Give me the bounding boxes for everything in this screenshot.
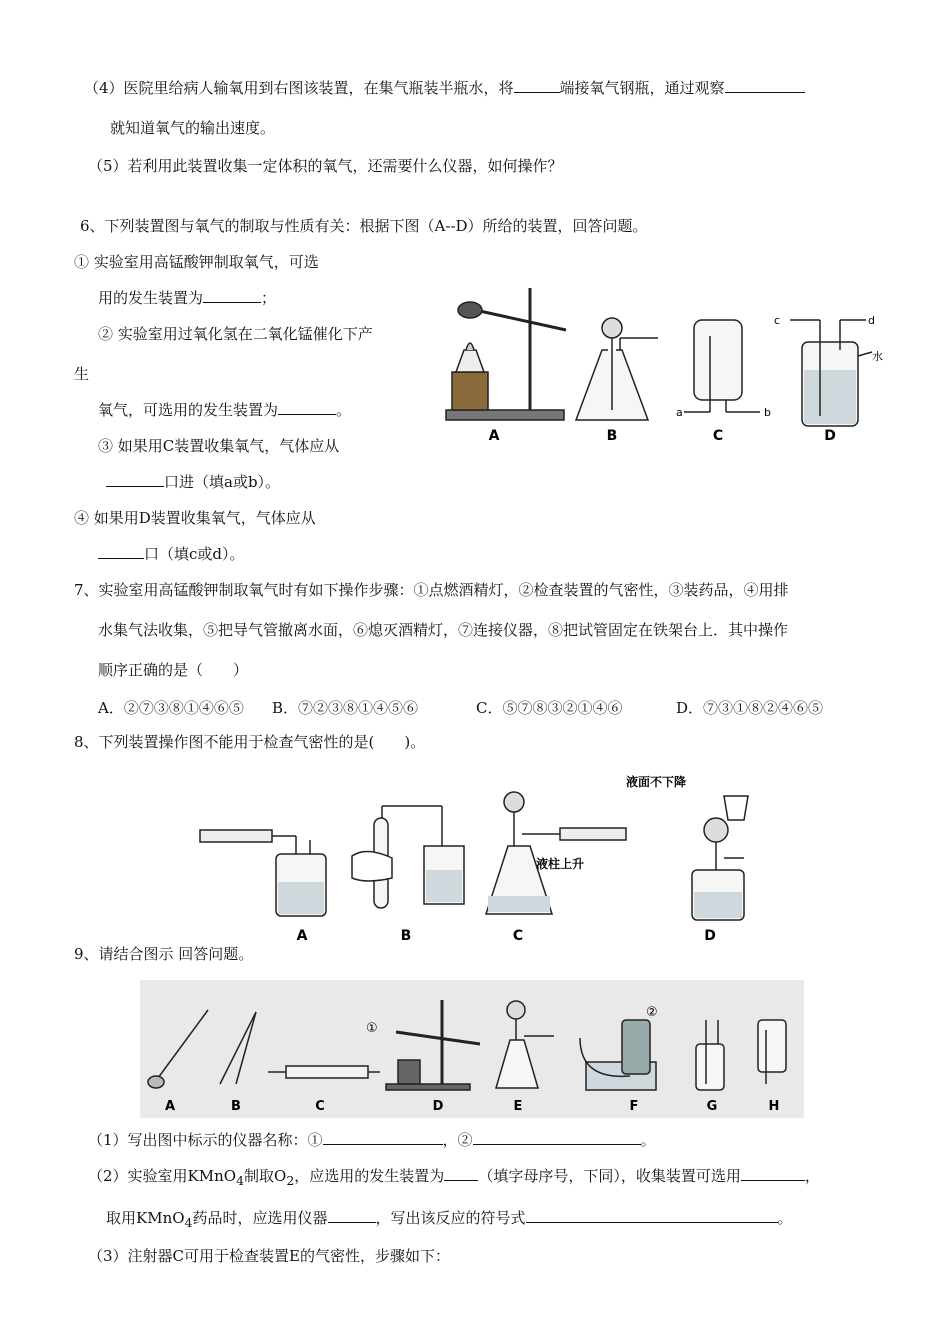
q9-sub2-text-a: （2）实验室用 [88,1167,188,1185]
iron-stand-base [446,410,564,420]
q6-item2-line1: ② 实验室用过氧化氢在二氧化锰催化下产 [98,325,373,343]
q9-stem: 9、请结合图示 回答问题。 [74,945,254,963]
q9-sub2-text-c: ，应选用的发生装置为 [294,1167,445,1185]
answer-blank[interactable] [741,1166,805,1181]
answer-blank[interactable] [106,472,164,487]
q9-sub2-line2 [106,1208,793,1233]
q8-apparatus-figure [196,766,756,946]
q6-item3-line1: ③ 如果用C装置收集氧气，气体应从 [98,437,340,455]
answer-blank[interactable] [725,78,805,93]
q7-line3: 顺序正确的是（ ） [98,661,249,679]
q8-stem: 8、下列装置操作图不能用于检查气密性的是( )。 [74,733,426,751]
fig-label-b: B [231,1099,241,1114]
q6-item3-line2 [106,472,280,492]
answer-blank[interactable] [323,1130,443,1145]
q6-item4-line2 [98,544,245,564]
water-label: 水 [872,350,883,363]
annotation-liquid-rise: 液柱上升 [536,857,585,871]
subscript: 2 [286,1173,295,1188]
fig-label-c: C [315,1099,325,1114]
q5-item4-line1 [84,78,805,98]
fig-label-d: D [704,928,716,944]
q9-instruments-figure [140,980,804,1118]
marker-1: ① [366,1021,378,1036]
answer-blank[interactable] [203,288,261,303]
q9-sub3: （3）注射器C可用于检查装置E的气密性，步骤如下： [88,1247,450,1265]
q6-item4-text: 口（填c或d）。 [144,545,245,563]
fig-label-c: C [512,928,524,944]
q9-sub2-text-f: 药品时，应选用仪器 [192,1209,328,1227]
punct: ； [261,289,277,307]
q9-sub2-text-e: 取用 [106,1209,137,1227]
fig-label-a: A [488,428,500,444]
fig-label-c: C [712,428,724,444]
fig-label-d: D [824,428,836,444]
answer-blank[interactable] [278,400,336,415]
fig-label-e: E [513,1099,523,1114]
q7-option-d[interactable]: D．⑦③①⑧②④⑥⑤ [676,699,824,717]
punct: ， [804,1167,820,1185]
subscript: 4 [236,1173,245,1188]
annotation-level-steady: 液面不下降 [626,775,687,789]
water [804,370,856,424]
q6-item4-line1: ④ 如果用D装置收集氧气，气体应从 [74,509,316,527]
q9-sub2-text-b: 制取O [244,1167,287,1185]
answer-blank[interactable] [98,544,144,559]
q6-apparatus-figure [426,280,886,452]
fig-label-b: B [400,928,412,944]
marker-2: ② [646,1005,658,1020]
fig-label-b: B [606,428,618,444]
q7-line2: 水集气法收集，⑤把导气管撤离水面，⑥熄灭酒精灯，⑦连接仪器，⑧把试管固定在铁架台上．其中操作 [98,621,789,639]
q7-option-b[interactable]: B．⑦②③⑧①④⑤⑥ [272,699,419,717]
answer-blank[interactable] [328,1208,376,1223]
answer-blank[interactable] [473,1130,641,1145]
port-label-c: c [774,314,781,327]
q6-item1-line2 [98,288,276,308]
answer-blank[interactable] [526,1208,778,1223]
q9-sub1-text-a: （1）写出图中标示的仪器名称：① [88,1131,323,1149]
q7-line1: 7、实验室用高锰酸钾制取氧气时有如下操作步骤：①点燃酒精灯，②检查装置的气密性，③装药品，④用排 [74,581,789,599]
q5-item4-line2: 就知道氧气的输出速度。 [110,119,276,137]
fig-label-h: H [768,1099,780,1114]
q6-item2-line2: 生 [74,365,90,383]
punct: 。 [777,1209,793,1227]
q6-item3-text: 口进（填a或b）。 [164,473,281,491]
q5-item4-text-a: （4）医院里给病人输氧用到右图该装置，在集气瓶装半瓶水，将 [84,79,514,97]
q9-sub2-text-d: （填字母序号，下同），收集装置可选用 [478,1167,741,1185]
q5-item5: （5）若利用此装置收集一定体积的氧气，还需要什么仪器，如何操作？ [88,157,563,175]
fig-label-g: G [706,1099,718,1114]
answer-blank[interactable] [514,78,560,93]
port-label-d: d [868,314,875,327]
q6-item2-line3 [98,400,351,420]
subscript: 4 [184,1215,193,1230]
q9-sub1 [88,1130,656,1150]
q9-sub2-line1 [88,1166,820,1191]
formula-kmno: KMnO [187,1167,237,1185]
q9-sub1-text-b: ，② [442,1131,473,1149]
punct: 。 [336,401,352,419]
q6-item1-line1: ① 实验室用高锰酸钾制取氧气，可选 [74,253,319,271]
q5-item4-text-b: 端接氧气钢瓶，通过观察 [559,79,725,97]
fig-label-a: A [296,928,308,944]
fig-label-a: A [164,1099,176,1114]
q7-option-c[interactable]: C．⑤⑦⑧③②①④⑥ [476,699,623,717]
punct: 。 [640,1131,656,1149]
q7-option-a[interactable]: A．②⑦③⑧①④⑥⑤ [98,699,244,717]
q6-item1-text: 用的发生装置为 [98,289,204,307]
q6-item2-text: 氧气，可选用的发生装置为 [98,401,279,419]
port-label-a: a [676,406,683,419]
fig-label-f: F [629,1099,639,1114]
answer-blank[interactable] [444,1166,478,1181]
wood-block [452,372,488,410]
q9-sub2-text-g: ，写出该反应的符号式 [375,1209,526,1227]
formula-kmno: KMnO [136,1209,185,1227]
fig-label-d: D [432,1099,444,1114]
q6-stem: 6、下列装置图与氧气的制取与性质有关：根据下图（A--D）所给的装置，回答问题。 [80,217,648,235]
port-label-b: b [764,406,771,419]
